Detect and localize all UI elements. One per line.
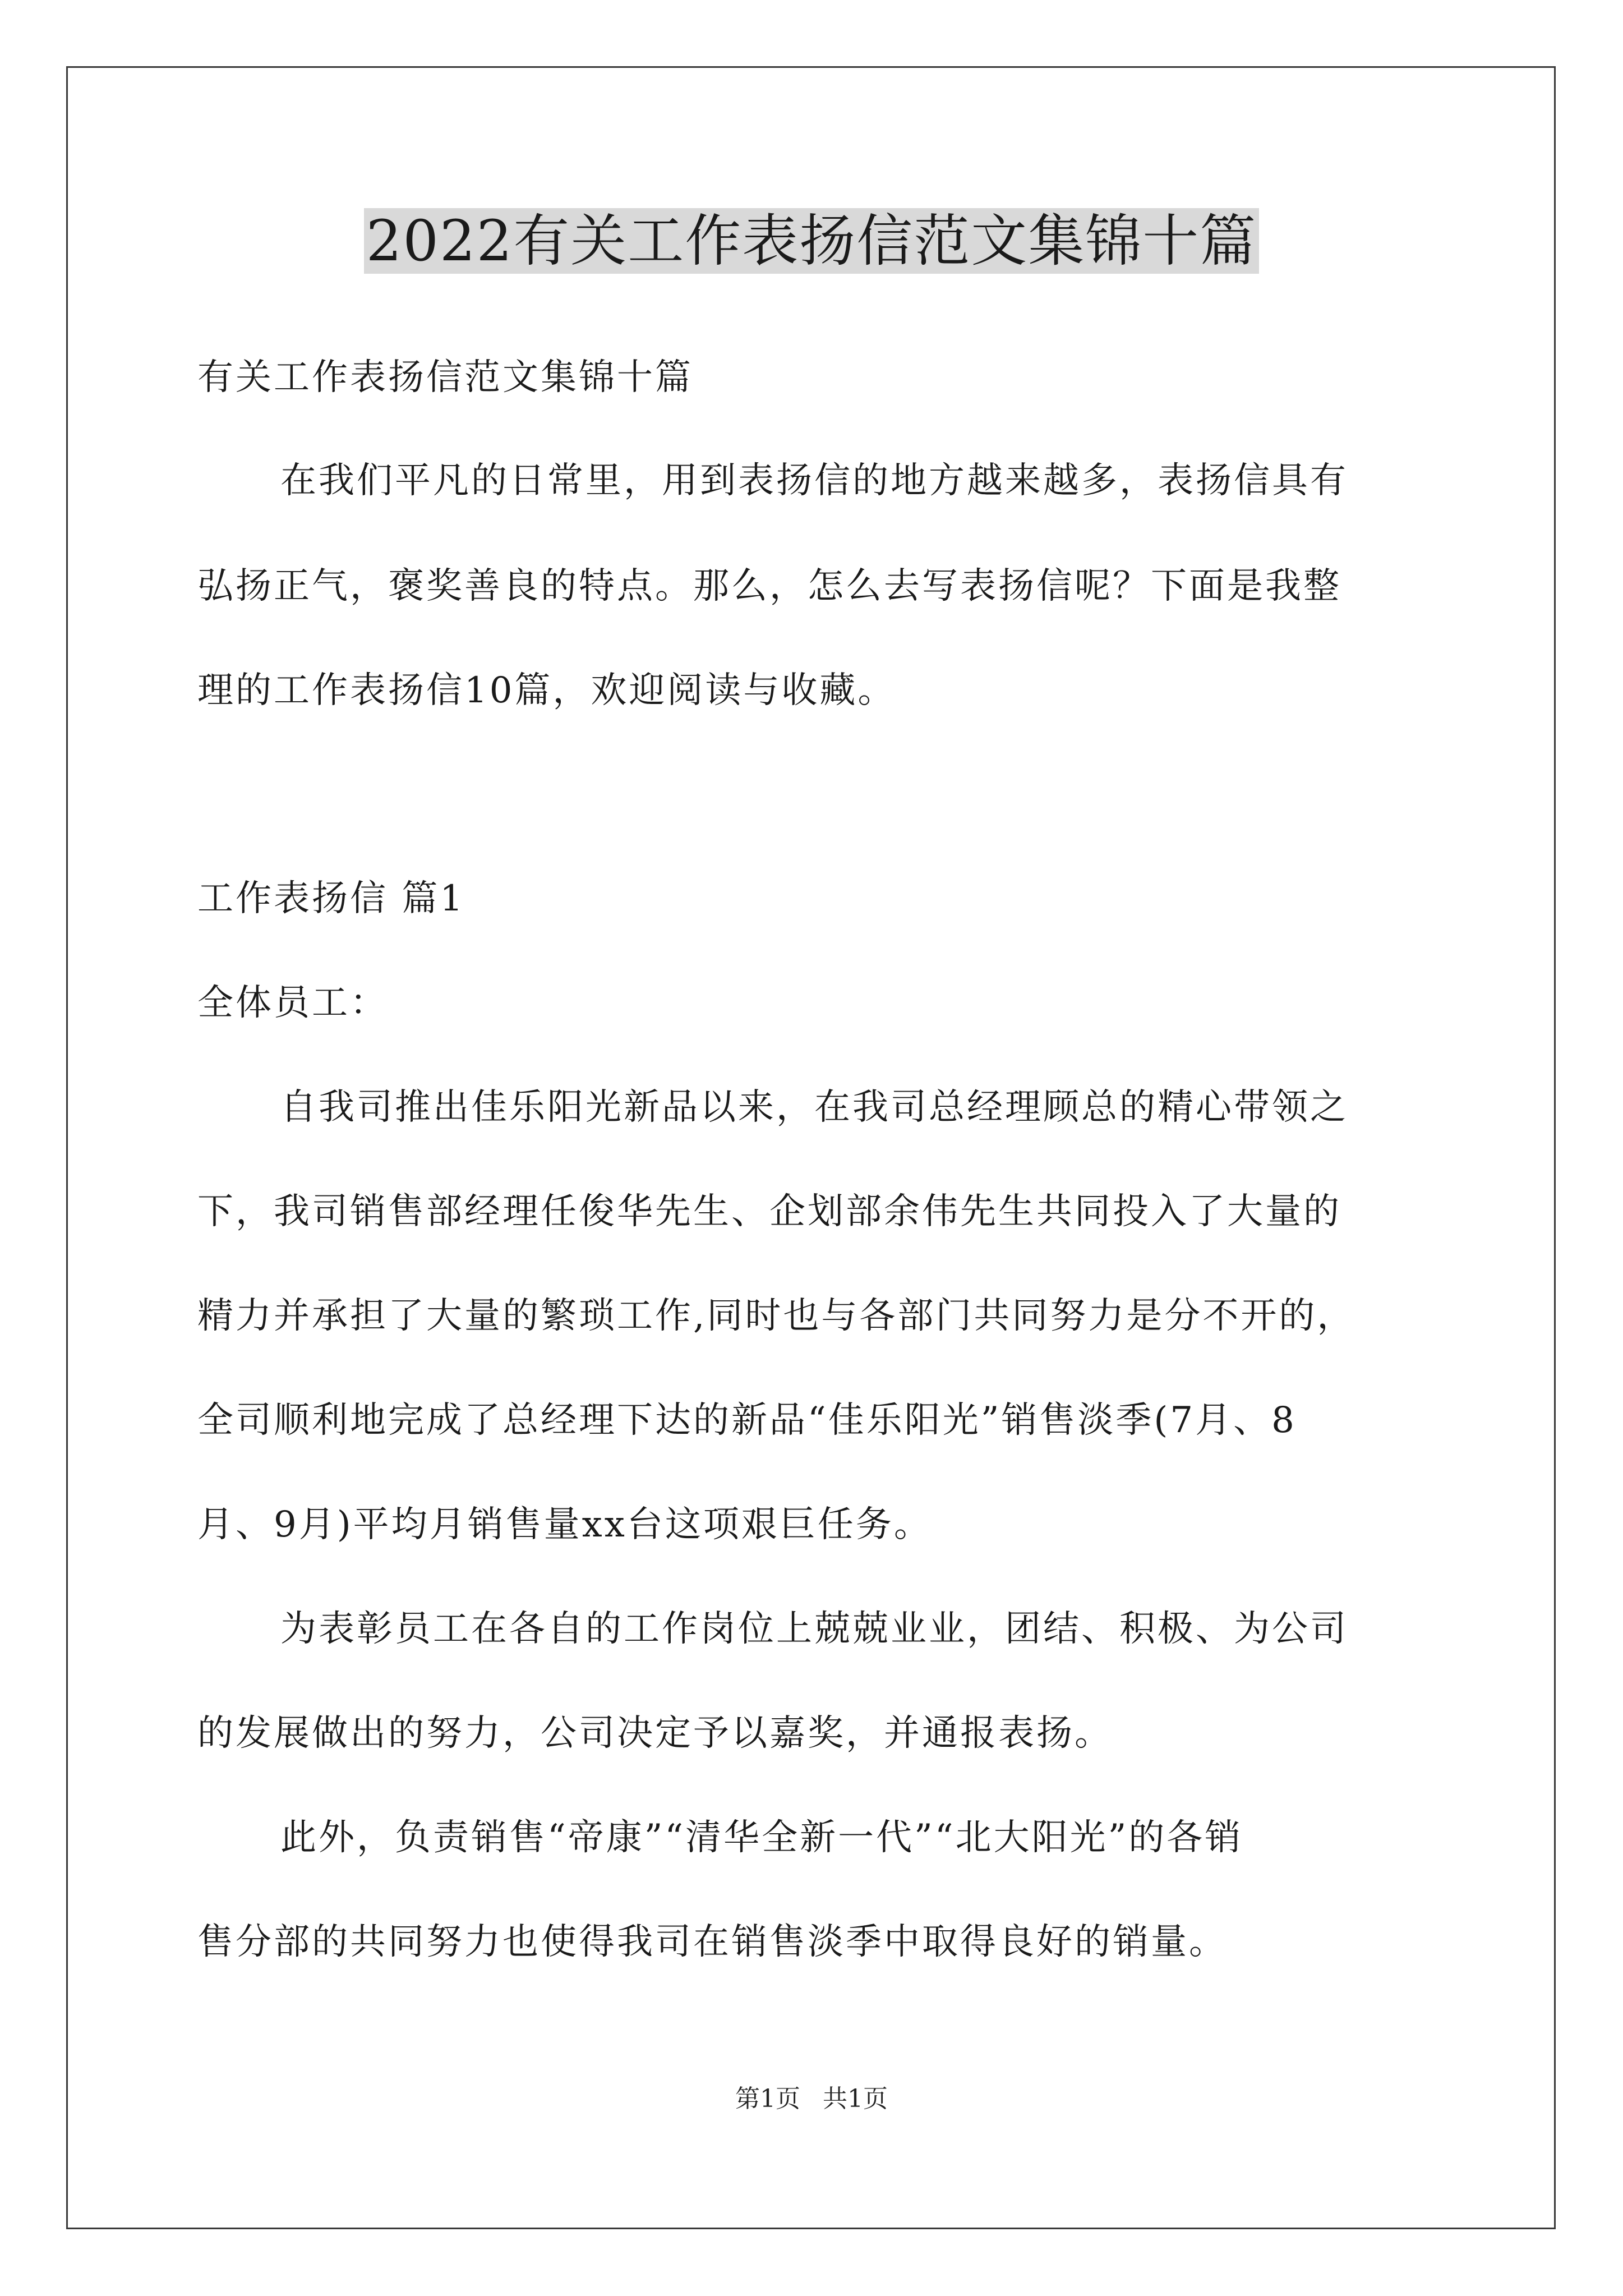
intro-line-1: 在我们平凡的日常里，用到表扬信的地方越来越多，表扬信具有 (280, 460, 1348, 501)
page-footer (0, 2082, 1623, 2116)
document-title-text: 2022有关工作表扬信范文集锦十篇 (364, 208, 1260, 274)
document-subtitle: 有关工作表扬信范文集锦十篇 (197, 357, 693, 398)
intro-line-2: 弘扬正气，褒奖善良的特点。那么，怎么去写表扬信呢？下面是我整 (197, 565, 1341, 607)
paragraph1-line-1: 自我司推出佳乐阳光新品以来，在我司总经理顾总的精心带领之 (280, 1087, 1348, 1128)
intro-line-3: 理的工作表扬信10篇，欢迎阅读与收藏。 (197, 670, 896, 711)
paragraph3-line-2: 售分部的共同努力也使得我司在销售淡季中取得良好的销量。 (197, 1921, 1227, 1963)
salutation: 全体员工： (197, 982, 388, 1024)
paragraph1-line-4: 全司顺利地完成了总经理下达的新品“佳乐阳光”销售淡季(7月、8 (197, 1400, 1297, 1441)
paragraph1-line-5: 月、9月)平均月销售量xx台这项艰巨任务。 (197, 1504, 932, 1545)
paragraph2-line-1: 为表彰员工在各自的工作岗位上兢兢业业，团结、积极、为公司 (280, 1608, 1348, 1650)
paragraph2-line-2: 的发展做出的努力，公司决定予以嘉奖，并通报表扬。 (197, 1713, 1113, 1754)
document-title (0, 199, 1623, 283)
page-number: 第1页 (735, 2085, 800, 2113)
paragraph3-line-1: 此外，负责销售“帝康”“清华全新一代”“北大阳光”的各销 (280, 1817, 1243, 1858)
section-heading: 工作表扬信 篇1 (197, 878, 465, 919)
paragraph1-line-3: 精力并承担了大量的繁琐工作,同时也与各部门共同努力是分不开的， (197, 1295, 1355, 1337)
paragraph1-line-2: 下，我司销售部经理任俊华先生、企划部余伟先生共同投入了大量的 (197, 1191, 1341, 1232)
page-total: 共1页 (823, 2085, 888, 2113)
